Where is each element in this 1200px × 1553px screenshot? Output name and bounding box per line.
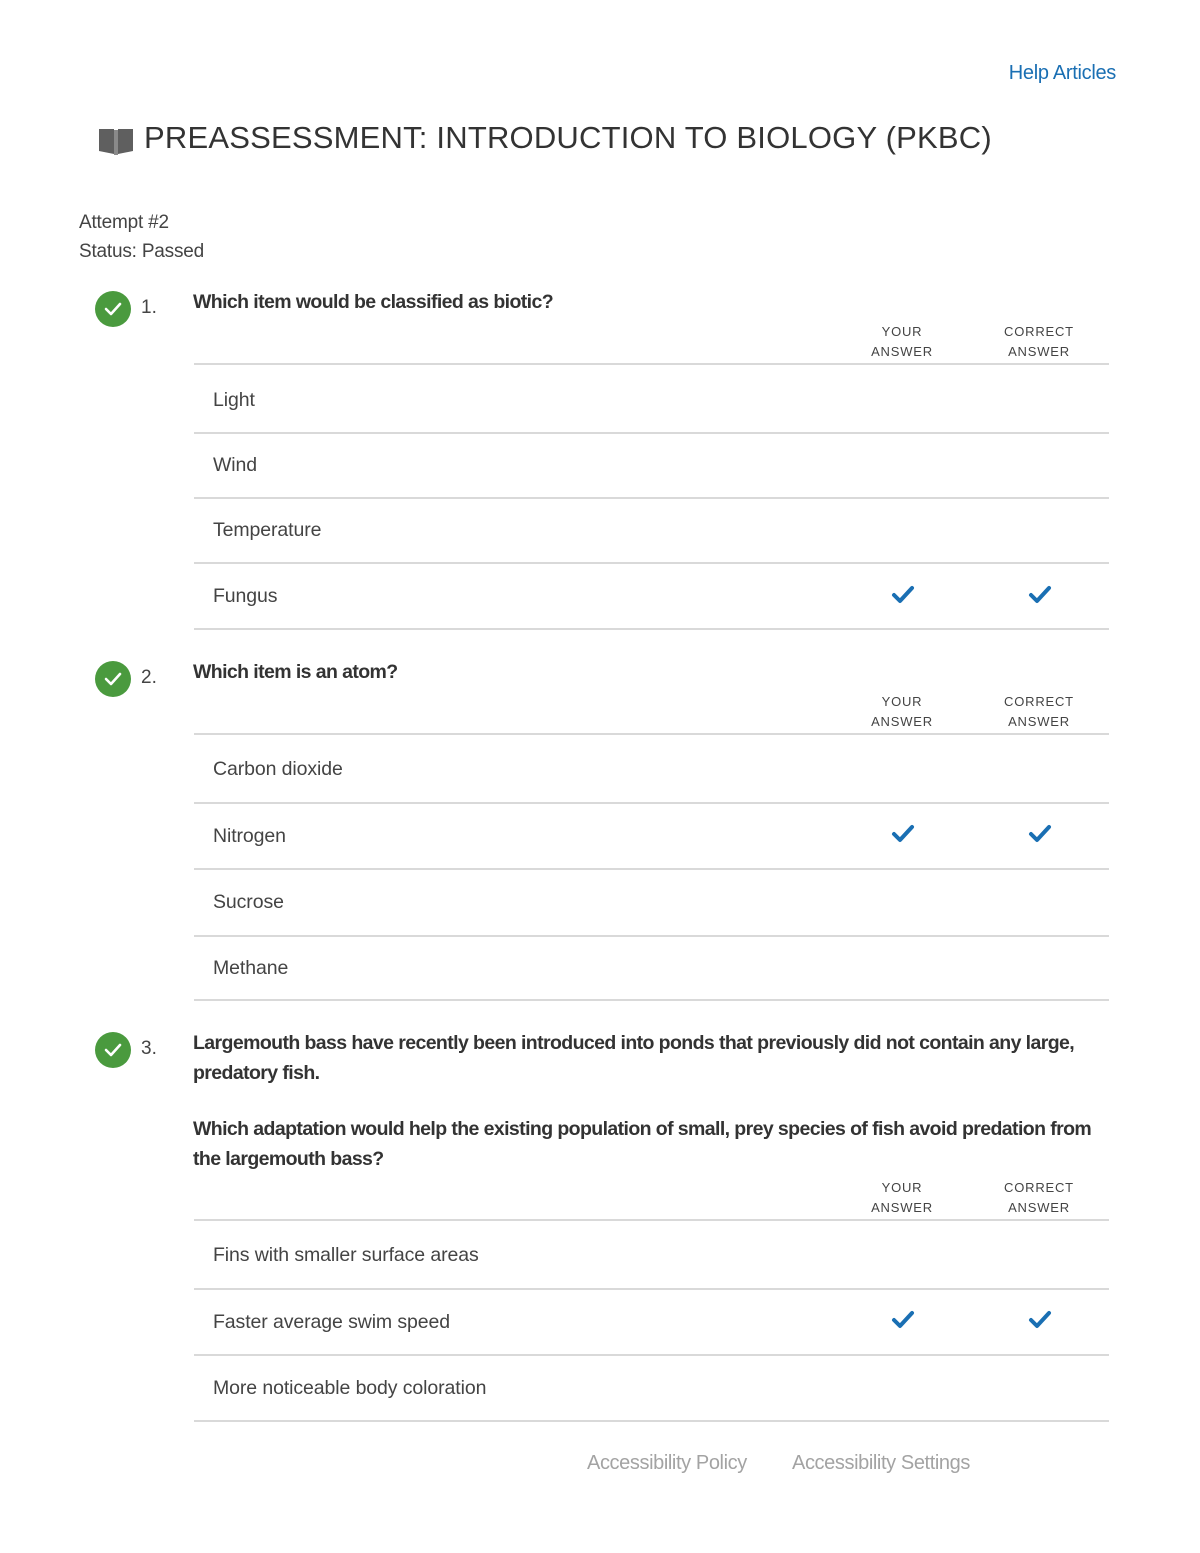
correct-answer-header: CORRECT ANSWER <box>1004 694 1074 729</box>
divider <box>194 363 1109 365</box>
check-icon <box>104 1043 122 1057</box>
page-title: PREASSESSMENT: INTRODUCTION TO BIOLOGY (PKBC) <box>144 120 992 155</box>
accessibility-settings-link[interactable]: Accessibility Settings <box>792 1452 970 1474</box>
option-text: Carbon dioxide <box>213 758 343 780</box>
question-3-text: Largemouth bass have recently been introduced into ponds that previously did not contain any large, predatory fish. <box>193 1032 1075 1084</box>
question-3-passed-icon <box>95 1032 131 1068</box>
correct-answer-check-icon <box>1028 585 1052 605</box>
divider <box>194 868 1109 870</box>
attempt-info <box>79 208 204 266</box>
divider <box>194 1219 1109 1221</box>
correct-answer-check-icon <box>1028 824 1052 844</box>
question-2-passed-icon <box>95 661 131 697</box>
help-articles-link[interactable]: Help Articles <box>1008 62 1116 84</box>
your-answer-header: YOUR ANSWER <box>871 1180 933 1215</box>
divider <box>194 802 1109 804</box>
your-answer-check-icon <box>891 1310 915 1330</box>
divider <box>194 1354 1109 1356</box>
option-text: Nitrogen <box>213 825 286 847</box>
attempt-number: Attempt #2 <box>79 212 169 233</box>
divider <box>194 999 1109 1001</box>
question-1-text: Which item would be classified as biotic? <box>193 291 554 313</box>
divider <box>194 1420 1109 1422</box>
option-text: Sucrose <box>213 891 284 913</box>
divider <box>194 432 1109 434</box>
correct-answer-header: CORRECT ANSWER <box>1004 1180 1074 1215</box>
your-answer-header: YOUR ANSWER <box>871 324 933 359</box>
option-text: Methane <box>213 957 289 979</box>
divider <box>194 628 1109 630</box>
divider <box>194 497 1109 499</box>
your-answer-header: YOUR ANSWER <box>871 694 933 729</box>
check-icon <box>104 672 122 686</box>
question-1-number: 1. <box>141 297 157 318</box>
divider <box>194 733 1109 735</box>
question-3-number: 3. <box>141 1038 157 1059</box>
option-text: More noticeable body coloration <box>213 1377 487 1399</box>
question-1-passed-icon <box>95 291 131 327</box>
divider <box>194 935 1109 937</box>
question-2-number: 2. <box>141 667 157 688</box>
accessibility-policy-link[interactable]: Accessibility Policy <box>587 1452 747 1474</box>
option-text: Light <box>213 389 255 411</box>
option-text: Fungus <box>213 585 278 607</box>
option-text: Fins with smaller surface areas <box>213 1244 479 1266</box>
book-icon <box>98 126 134 156</box>
divider <box>194 562 1109 564</box>
option-text: Temperature <box>213 519 322 541</box>
your-answer-check-icon <box>891 585 915 605</box>
option-text: Wind <box>213 454 258 476</box>
question-3-prompt: Which adaptation would help the existing population of small, prey species of fish avoid predation from the largemouth bass? <box>193 1118 1092 1170</box>
correct-answer-header: CORRECT ANSWER <box>1004 324 1074 359</box>
option-text: Faster average swim speed <box>213 1311 451 1333</box>
question-2-text: Which item is an atom? <box>193 661 398 683</box>
attempt-status: Status: Passed <box>79 241 204 262</box>
page-header <box>98 118 992 158</box>
check-icon <box>104 302 122 316</box>
your-answer-check-icon <box>891 824 915 844</box>
divider <box>194 1288 1109 1290</box>
correct-answer-check-icon <box>1028 1310 1052 1330</box>
